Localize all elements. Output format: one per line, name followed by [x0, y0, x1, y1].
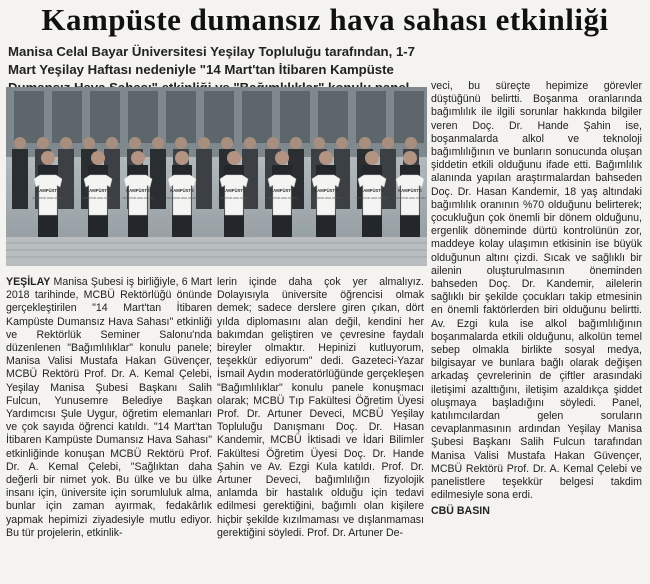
- shirt-title: KAMPÜSTE: [222, 188, 246, 193]
- shirt-subtitle: DUMANSIZ HAVA SAHASI: [218, 197, 250, 200]
- lead-word: YEŞİLAY: [6, 276, 51, 288]
- column-1-text: Manisa Şubesi iş birliğiyle, 6 Mart 2018 tarihinde, MCBÜ Rektörlüğü önünde gerçekleştirilen "14 Mart'tan İtibaren Kampüste Dumansız Hava Sahası" etkinliği ve Rektörlük Seminer Salonu'nda düzenlenen "Bağımlılıklar" konulu panele; Manisa Valisi Mustafa Hakan Güvençer, MCBÜ Rektörü Prof. Dr. A. Kemal Çelebi, Yeşilay Manisa Şubesi Başkanı Salih Fulcun, Yunusemre Belediye Başkan Yardımcısı Şule Uygur, öğretim elemanları ve çok sayıda öğrenci katıldı. "14 Mart'tan İtibaren Kampüste Dumansız Hava Sahası" etkinliğinde konuşan MCBÜ Rektörü Prof. Dr. A. Kemal Çelebi, "Sağlıktan daha değerli bir nimet yok. Bu ülke ve bu ülke insanı için, üniversite için sorumluluk alma, bunlar için zaman ayırmak, fedakârlık yapmak hepimizi ziyadesiyle mutlu ediyor. Bu tür projelerin, etkinlik-: [6, 276, 212, 539]
- shirt-title: KAMPÜSTE: [360, 188, 384, 193]
- shirt-subtitle: DUMANSIZ HAVA SAHASI: [82, 197, 114, 200]
- shirt-subtitle: DUMANSIZ HAVA SAHASI: [122, 197, 154, 200]
- article-column-1: [6, 276, 212, 540]
- shirt-subtitle: DUMANSIZ HAVA SAHASI: [166, 197, 198, 200]
- photo-credit: CBÜ BASIN: [431, 504, 490, 517]
- column-2-text: lerin içinde daha çok yer almalıyız. Dolayısıyla üniversite öğrencisi olmak demek; sadece derslere giren çıkan, dört yılda diplomasını alan değil, kendini her bakımdan geliştiren ve çevresine faydalı bireyler olmaktır. Hepinizi kutluyorum, teşekkür ediyorum" dedi. Gazeteci-Yazar İsmail Aydın moderatörlüğünde gerçekleşen "Bağımlılıklar" konulu panele konuşmacı olarak; MCBÜ Tıp Fakültesi Öğretim Üyesi Prof. Dr. Artuner Deveci, MCBÜ Yeşilay Topluluğu Danışmanı Doç. Dr. Hasan Kandemir, MCBÜ İktisadi ve İdari Bilimler Fakültesi Öğretim Üyesi Doç. Dr. Hande Şahin ve Av. Ezgi Kula katıldı. Prof. Dr. Artuner Deveci, bağımlılığın fizyolojik anlamda bir hastalık olduğu için tedavi edilmesi gerektiğini, bağımlı olan kişilere hiçbir şekilde kızılmaması ve dışlanmaması gerektiğini söyledi. Prof. Dr. Artuner De-: [217, 276, 424, 539]
- group-photo-illustration: [6, 87, 427, 266]
- headline: Kampüste dumansız hava sahası etkinliği: [41, 2, 609, 37]
- shirt-title: KAMPÜSTE: [170, 188, 194, 193]
- article-column-3: [431, 80, 642, 518]
- shirt-title: KAMPÜSTE: [314, 188, 338, 193]
- shirt-title: KAMPÜSTE: [36, 188, 60, 193]
- subheadline: Manisa Celal Bayar Üniversitesi Yeşilay Topluluğu tarafından, 1-7 Mart Yeşilay Haftası nedeniyle "14 Mart'tan İtibaren Kampüste: [8, 44, 416, 77]
- shirt-subtitle: DUMANSIZ HAVA SAHASI: [356, 197, 388, 200]
- shirt-title: KAMPÜSTE: [398, 188, 422, 193]
- shirt-subtitle: DUMANSIZ HAVA SAHASI: [394, 197, 426, 200]
- shirt-subtitle: DUMANSIZ HAVA SAHASI: [266, 197, 298, 200]
- group-photo: [6, 87, 427, 266]
- column-3-text: veci, bu süreçte hepimize görevler düştüğünü belirtti. Boşanma oranlarında bağımlılık ile ilgili sorunlar hakkında bilgiler veren Doç. Dr. Hande Şahin ise, boşanmalarda alkol ve teknoloji bağımlılığının ve bunların sonucunda oluşan şiddetin etkili olduğunu ifade etti. Bağımlılık alanında yapılan araştırmalardan bahseden Doç. Dr. Hasan Kandemir, 18 yaş altındaki bağımlılık oranının %70 olduğunu belirterek; çocukluğun çok önemli bir dönem olduğunu, ergenlik döneminde dürtü kontrolünün zor, maddeye kolay ulaşımın etkisinin ise büyük olduğunun altını çizdi. Sıcak ve sağlıklı bir ailenin oluşturulmasının öneminden bahseden Doç. Dr. Kandemir, ailelerin sağlıklı bir şekilde çocukları takip etmesinin en önemli faktörlerden biri olduğunu belirtti. Av. Ezgi kula ise alkol bağımlılığının boşanmalarda etkili olduğunu, alkolün temel sebep olmakla birlikte sosyal medya, bilgisayar ve bunlara bağlı olarak değişen arkadaş çevrelerinin de çiftler arasındaki iletişimi azalttığını, iletişim azaldıkça şiddet oluşmaya başladığını söyledi. Panel, katılımcılardan gelen soruların cevaplanmasının ardından Yeşilay Manisa Şubesi Başkanı Salih Fulcun tarafından Manisa Valisi Mustafa Hakan Güvençer, MCBÜ Rektörü Prof. Dr. A. Kemal Çelebi ve panelistlere teşekkür belgesi takdim edilmesiyle sona erdi.: [431, 80, 642, 502]
- shirt-subtitle: DUMANSIZ HAVA SAHASI: [310, 197, 342, 200]
- shirt-title: KAMPÜSTE: [270, 188, 294, 193]
- shirt-title: KAMPÜSTE: [126, 188, 150, 193]
- shirt-title: KAMPÜSTE: [86, 188, 110, 193]
- article-column-2: [217, 276, 424, 540]
- shirt-subtitle: DUMANSIZ HAVA SAHASI: [32, 197, 64, 200]
